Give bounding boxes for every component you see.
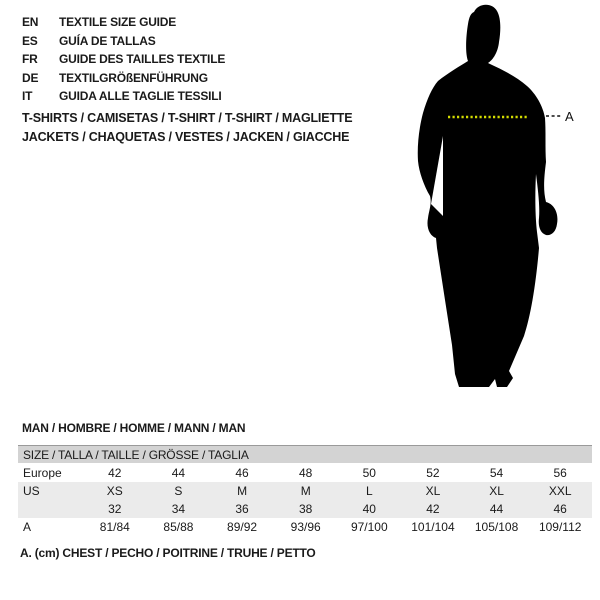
language-label: GUÍA DE TALLAS — [59, 33, 156, 48]
table-row-europe — [18, 464, 592, 482]
garment-type-tshirts: T-SHIRTS / CAMISETAS / T-SHIRT / T-SHIRT / MAGLIETTE — [22, 111, 353, 125]
size-cell: 85/88 — [163, 520, 194, 534]
size-cell: S — [174, 484, 183, 498]
size-cell: XL — [489, 484, 504, 498]
language-code: FR — [22, 52, 38, 67]
size-cell: 50 — [362, 466, 376, 480]
language-label: TEXTILGRÖßENFÜHRUNG — [59, 70, 208, 85]
size-cell: 93/96 — [290, 520, 321, 534]
size-cell: L — [365, 484, 373, 498]
row-label: US — [23, 484, 40, 498]
size-cell: 105/108 — [474, 520, 519, 534]
language-label: GUIDE DES TAILLES TEXTILE — [59, 52, 226, 67]
size-cell: 54 — [489, 466, 504, 480]
language-code: ES — [22, 33, 38, 48]
language-row-en — [22, 13, 225, 32]
table-row-numeric — [18, 500, 592, 518]
language-label: TEXTILE SIZE GUIDE — [59, 15, 177, 30]
size-cell: 42 — [108, 466, 122, 480]
size-cell: XS — [106, 484, 123, 498]
size-cell: 38 — [299, 502, 313, 516]
section-title-man: MAN / HOMBRE / HOMME / MANN / MAN — [22, 421, 246, 435]
size-cell: 36 — [235, 502, 249, 516]
size-cell: 46 — [235, 466, 249, 480]
size-cell: 56 — [553, 466, 567, 480]
size-cell: 44 — [489, 502, 504, 516]
measurement-footnote: A. (cm) CHEST / PECHO / POITRINE / TRUHE / PETTO — [20, 546, 316, 560]
size-cell: 52 — [426, 466, 440, 480]
language-row-fr — [22, 50, 225, 69]
size-cell: 109/112 — [538, 520, 582, 534]
garment-type-jackets: JACKETS / CHAQUETAS / VESTES / JACKEN / GIACCHE — [22, 130, 350, 144]
size-cell: 46 — [553, 502, 567, 516]
size-cell: 32 — [108, 502, 122, 516]
language-label: GUIDA ALLE TAGLIE TESSILI — [59, 89, 222, 104]
size-cell: M — [300, 484, 311, 498]
size-cell: M — [237, 484, 248, 498]
language-code: EN — [22, 15, 39, 30]
man-silhouette-svg — [410, 0, 600, 400]
size-table — [18, 445, 592, 536]
language-row-it — [22, 87, 225, 106]
language-code: DE — [22, 70, 39, 85]
size-cell: 101/104 — [411, 520, 455, 534]
table-row-chest-a — [18, 518, 592, 536]
size-cell: XL — [425, 484, 441, 498]
language-row-es — [22, 32, 225, 51]
size-cell: 44 — [171, 466, 186, 480]
measure-label-a: A — [565, 109, 574, 124]
size-cell: 81/84 — [99, 520, 130, 534]
size-cell: 40 — [362, 502, 376, 516]
size-cell: 42 — [426, 502, 440, 516]
man-silhouette-figure — [410, 0, 600, 400]
size-cell: 89/92 — [227, 520, 258, 534]
size-cell: XXL — [548, 484, 572, 498]
size-cell: 97/100 — [350, 520, 388, 534]
size-cell: 48 — [299, 466, 313, 480]
language-title-list — [22, 13, 225, 106]
language-code: IT — [22, 89, 33, 104]
table-row-us — [18, 482, 592, 500]
garment-type-lines — [22, 109, 352, 147]
language-row-de — [22, 69, 225, 88]
size-table-header: SIZE / TALLA / TAILLE / GRÖSSE / TAGLIA — [18, 446, 592, 463]
row-label: A — [23, 520, 32, 534]
row-label: Europe — [23, 466, 62, 480]
size-cell: 34 — [171, 502, 186, 516]
